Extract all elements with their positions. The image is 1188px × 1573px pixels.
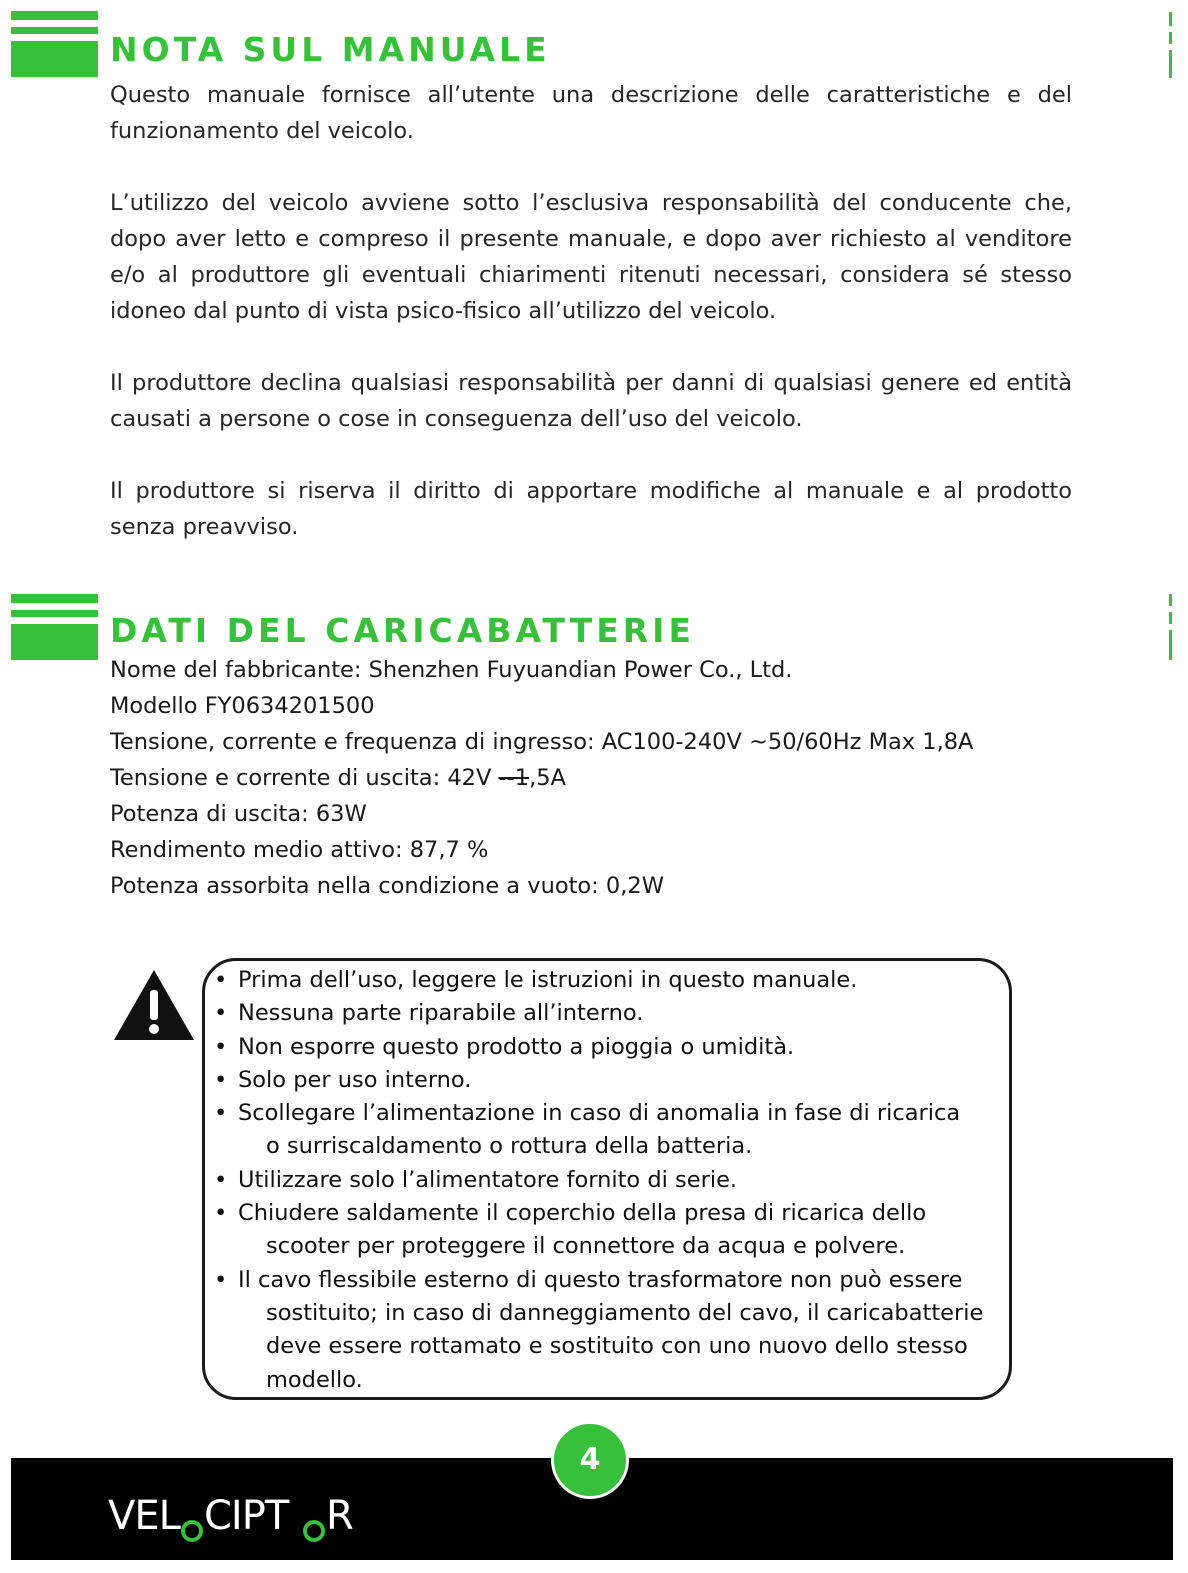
warning-item [214, 997, 1006, 1030]
spec-efficiency: Rendimento medio attivo: 87,7 % [110, 837, 489, 863]
spec-input: Tensione, corrente e frequenza di ingresso: AC100-240V ~50/60Hz Max 1,8A [110, 729, 974, 755]
warning-triangle-icon [112, 968, 196, 1042]
warning-text-continuation: scooter per proteggere il connettore da acqua e polvere. [266, 1233, 906, 1260]
edge-mark [1169, 50, 1172, 78]
svg-text:R: R [326, 1493, 354, 1539]
warning-text-continuation: deve essere rottamato e sostituito con uno nuovo dello stesso [266, 1333, 968, 1360]
velociptor-logo [108, 1483, 368, 1543]
warning-text: Il cavo flessibile esterno di questo trasformatore non può essere [238, 1266, 963, 1293]
warning-text: Solo per uso interno. [238, 1066, 472, 1093]
warning-text-continuation: modello. [266, 1366, 363, 1393]
charger-spec-list [110, 652, 973, 904]
spec-output [110, 760, 973, 796]
paragraph: Il produttore si riserva il diritto di apportare modifiche al manuale e al prodotto senza preavviso. [110, 478, 1072, 540]
spec-output-suffix: ,5A [529, 765, 566, 791]
edge-mark [1169, 12, 1172, 26]
warning-text-continuation: o surriscaldamento o rottura della batteria. [266, 1133, 753, 1160]
warning-item [214, 1164, 1006, 1197]
bullet-icon: • [214, 1100, 228, 1127]
spec-power: Potenza di uscita: 63W [110, 801, 367, 827]
spec-output-struck: --1 [498, 765, 530, 791]
bullet-icon: • [214, 1066, 228, 1093]
warning-item [214, 1031, 1006, 1064]
section-title-nota: NOTA SUL MANUALE [110, 30, 551, 69]
section-title-dati: DATI DEL CARICABATTERIE [110, 611, 695, 650]
bullet-icon: • [214, 967, 228, 993]
warning-item [214, 1064, 1006, 1097]
warning-text: Chiudere saldamente il coperchio della presa di ricarica dello [238, 1200, 927, 1227]
bullet-icon: • [214, 1166, 228, 1193]
bullet-icon: • [214, 1000, 228, 1027]
spec-manufacturer: Nome del fabbricante: Shenzhen Fuyuandian Power Co., Ltd. [110, 657, 793, 683]
spec-noload: Potenza assorbita nella condizione a vuoto: 0,2W [110, 873, 664, 899]
warning-text: Scollegare l’alimentazione in caso di anomalia in fase di ricarica [238, 1100, 961, 1127]
page-number: 4 [551, 1421, 629, 1499]
warning-text: Nessuna parte riparabile all’interno. [238, 1000, 644, 1027]
warning-item [214, 1197, 1006, 1264]
warning-text-continuation: sostituito; in caso di danneggiamento del cavo, il caricabatterie [266, 1299, 984, 1326]
bullet-icon: • [214, 1266, 228, 1293]
warning-item [214, 964, 1006, 997]
svg-text:VEL: VEL [108, 1493, 180, 1539]
warning-list [214, 964, 1006, 1397]
paragraph: Questo manuale fornisce all’utente una descrizione delle caratteristiche e del funzionamento del veicolo. [110, 82, 1072, 144]
paragraph: L’utilizzo del veicolo avviene sotto l’esclusiva responsabilità del conducente che, dopo aver letto e compreso il presente manuale, e dopo aver richiesto al venditore e/o al produttore gli eventuali chiarimenti ritenuti necessari, considera sé stesso idoneo dal punto di vista psico-fisico all’utilizzo del veicolo. [110, 190, 1072, 324]
edge-mark [1169, 594, 1172, 606]
edge-mark [1169, 630, 1172, 660]
spec-output-prefix: Tensione e corrente di uscita: 42V [110, 765, 499, 791]
bullet-icon: • [214, 1033, 228, 1060]
warning-text: Utilizzare solo l’alimentatore fornito di serie. [238, 1166, 738, 1193]
warning-text: Non esporre questo prodotto a pioggia o umidità. [238, 1033, 795, 1060]
svg-text:CIPT: CIPT [204, 1493, 289, 1539]
spec-model: Modello FY0634201500 [110, 693, 375, 719]
warning-item [214, 1264, 1006, 1397]
edge-mark [1169, 612, 1172, 624]
warning-text: Prima dell’uso, leggere le istruzioni in questo manuale. [238, 967, 858, 993]
paragraph: Il produttore declina qualsiasi responsabilità per danni di qualsiasi genere ed entità causati a persone o cose in conseguenza dell’uso del veicolo. [110, 370, 1072, 432]
edge-mark [1169, 32, 1172, 44]
bullet-icon: • [214, 1200, 228, 1227]
warning-item [214, 1097, 1006, 1164]
